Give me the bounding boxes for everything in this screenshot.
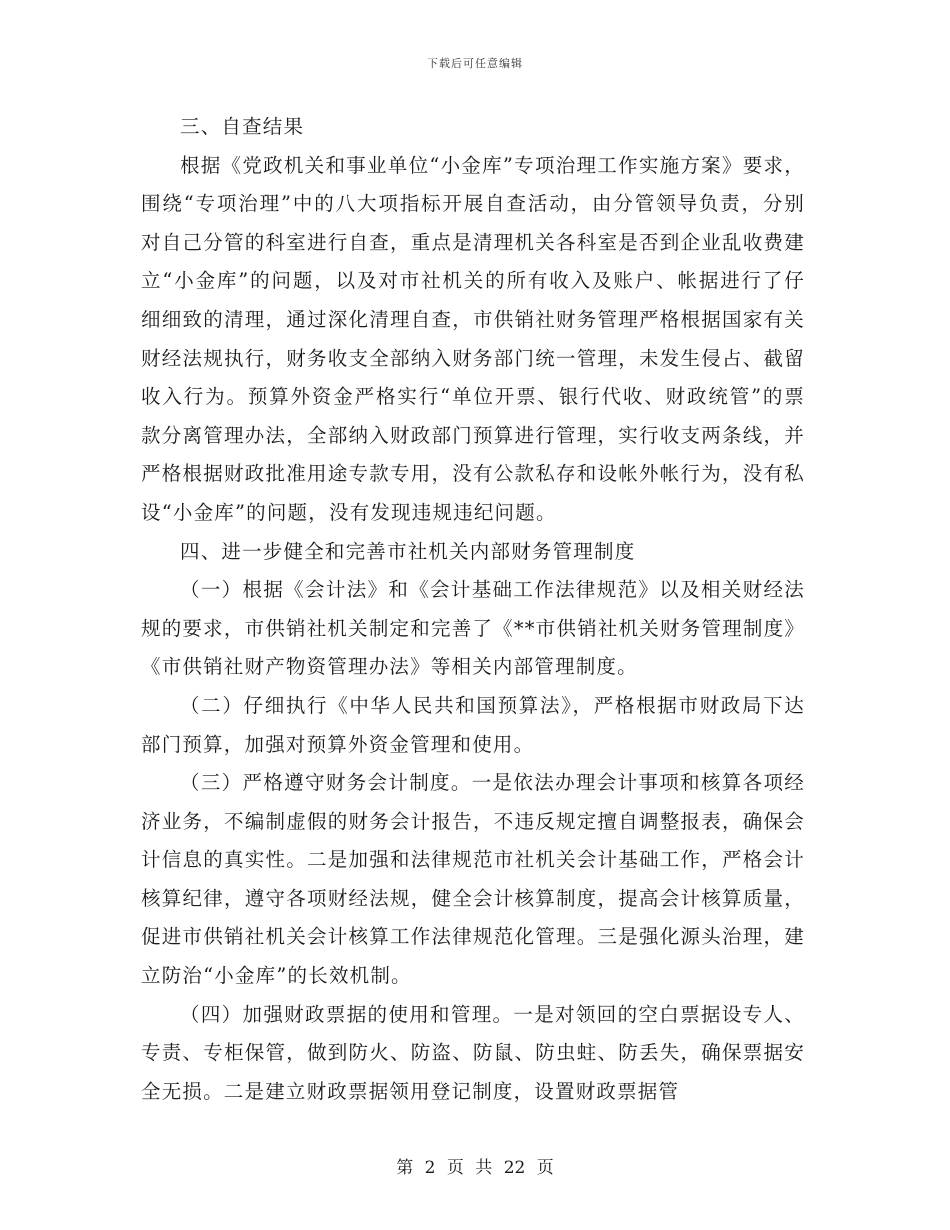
section-heading-4: 四、进一步健全和完善市社机关内部财务管理制度 (180, 539, 636, 563)
paragraph: （四）加强财政票据的使用和管理。一是对领回的空白票据设专人、专责、专柜保管，做到防火、防盗、防鼠、防虫蛀、防丢失，确保票据安全无损。二是建立财政票据领用登记制度，设置财政票据管 (141, 1002, 805, 1103)
document-body (141, 108, 805, 1111)
page-number: 第 2 页 共 22 页 (396, 1158, 554, 1178)
paragraph: （一）根据《会计法》和《会计基础工作法律规范》以及相关财经法规的要求，市供销社机关制定和完善了《**市供销社机关财务管理制度》《市供销社财产物资管理办法》等相关内部管理制度。 (141, 578, 805, 679)
header-note: 下载后可任意编辑 (427, 57, 523, 70)
paragraph: 根据《党政机关和事业单位“小金库”专项治理工作实施方案》要求，围绕“专项治理”中的八大项指标开展自查活动，由分管领导负责，分别对自己分管的科室进行自查，重点是清理机关各科室是否到企业乱收费建立“小金库”的问题，以及对市社机关的所有收入及账户、帐据进行了仔细细致的清理，通过深化清理自查，市供销社财务管理严格根据国家有关财经法规执行，财务收支全部纳入财务部门统一管理，未发生侵占、截留收入行为。预算外资金严格实行“单位开票、银行代收、财政统管”的票款分离管理办法，全部纳入财政部门预算进行管理，实行收支两条线，并严格根据财政批准用途专款专用，没有公款私存和设帐外帐行为，没有私设“小金库”的问题，没有发现违规违纪问题。 (141, 153, 805, 524)
section-heading-3: 三、自查结果 (180, 115, 305, 138)
paragraph: （三）严格遵守财务会计制度。一是依法办理会计事项和核算各项经济业务，不编制虚假的财务会计报告，不违反规定擅自调整报表，确保会计信息的真实性。二是加强和法律规范市社机关会计基础工作，严格会计核算纪律，遵守各项财经法规，健全会计核算制度，提高会计核算质量，促进市供销社机关会计核算工作法律规范化管理。三是强化源头治理，建立防治“小金库”的长效机制。 (141, 771, 805, 988)
paragraph: （二）仔细执行《中华人民共和国预算法》，严格根据市财政局下达部门预算，加强对预算外资金管理和使用。 (141, 693, 805, 756)
